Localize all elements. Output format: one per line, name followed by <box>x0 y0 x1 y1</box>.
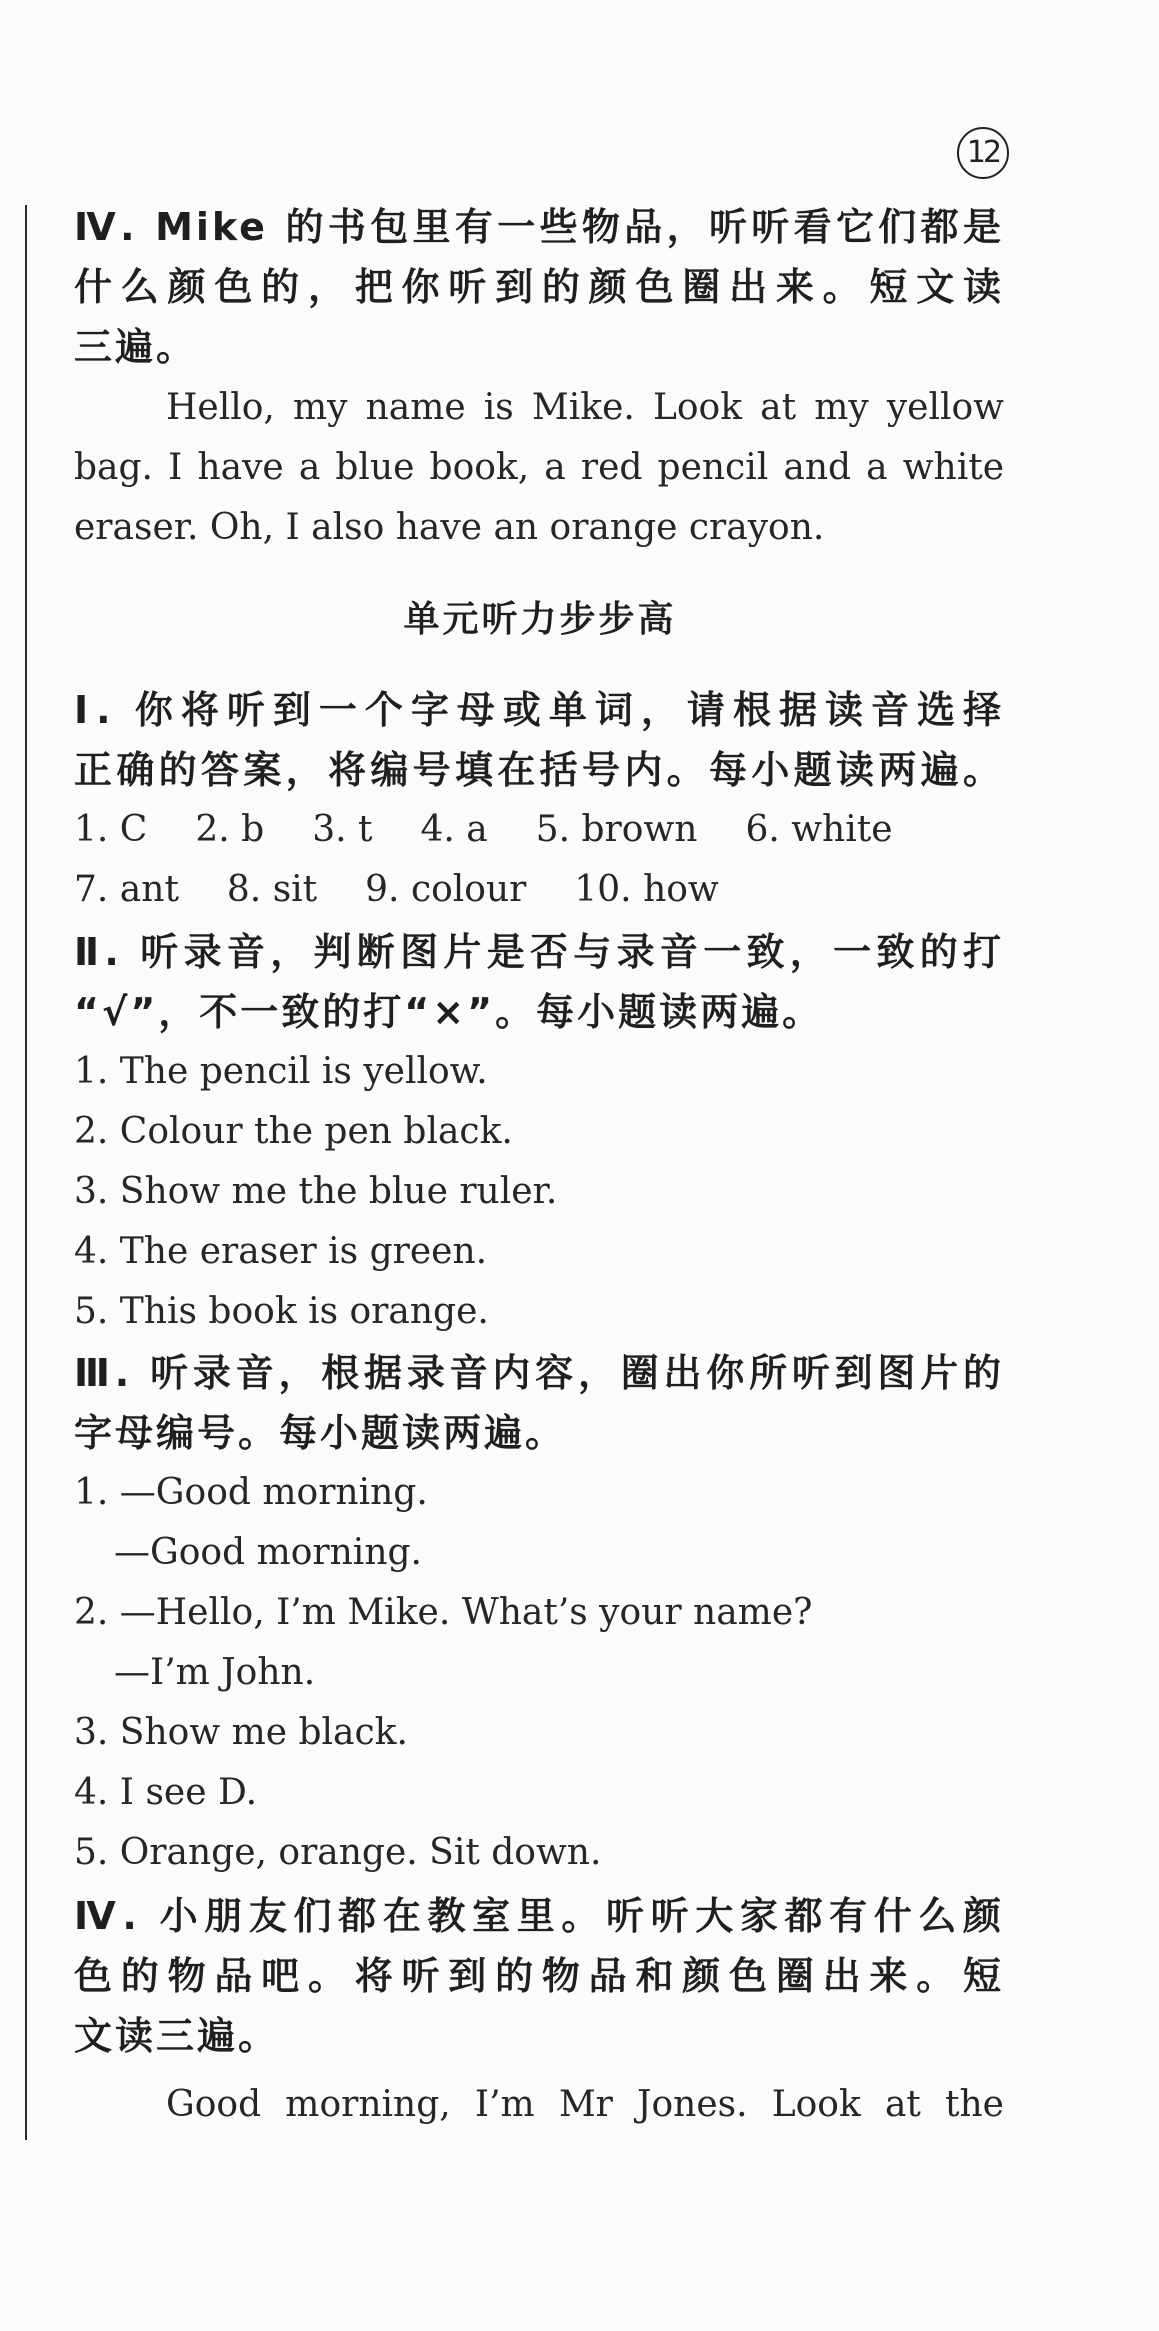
part2-item: 1. The pencil is yellow. <box>74 1051 488 1092</box>
unit-heading: 单元听力步步高 <box>403 599 677 640</box>
part4-instruction-line2: 色的物品吧。将听到的物品和颜色圈出来。短 <box>74 1954 1004 1998</box>
part3-item: 3. Show me black. <box>74 1712 408 1753</box>
part1-instruction-line1: Ⅰ. 你将听到一个字母或单词，请根据读音选择 <box>74 688 1004 732</box>
answer-item: 7. ant <box>74 869 179 910</box>
answer-item: 1. C <box>74 809 148 850</box>
part2-item: 4. The eraser is green. <box>74 1231 488 1272</box>
part4-instruction-line3: 文读三遍。 <box>74 2014 280 2058</box>
part3-item: 4. I see D. <box>74 1772 258 1813</box>
part2-instruction-line1: Ⅱ. 听录音，判断图片是否与录音一致，一致的打 <box>74 930 1004 974</box>
part1-answers-row1 <box>74 800 941 860</box>
part3-instruction-line1: Ⅲ. 听录音，根据录音内容，圈出你所听到图片的 <box>74 1351 1004 1395</box>
part2-item: 5. This book is orange. <box>74 1291 489 1332</box>
answer-item: 5. brown <box>535 809 698 850</box>
part3-item-reply: —Good morning. <box>114 1532 422 1573</box>
page-number: 12 <box>957 127 1009 179</box>
answer-item: 6. white <box>745 809 893 850</box>
section4-passage-line3: eraser. Oh, I also have an orange crayon. <box>74 507 825 548</box>
section4-passage-line2: bag. I have a blue book, a red pencil and a white <box>74 447 1004 488</box>
answer-item: 9. colour <box>365 869 527 910</box>
part2-item: 2. Colour the pen black. <box>74 1111 513 1152</box>
answer-item: 8. sit <box>226 869 318 910</box>
answer-item: 2. b <box>195 809 265 850</box>
section4-instruction-line1: Ⅳ. Mike 的书包里有一些物品，听听看它们都是 <box>74 205 1004 249</box>
answer-item: 4. a <box>420 809 488 850</box>
answer-item: 3. t <box>312 809 373 850</box>
part3-item: 2. —Hello, I’m Mike. What’s your name? <box>74 1592 813 1633</box>
section4-instruction-line2: 什么颜色的，把你听到的颜色圈出来。短文读 <box>74 265 1004 309</box>
section4-instruction-line3: 三遍。 <box>74 325 198 369</box>
part3-instruction-line2: 字母编号。每小题读两遍。 <box>74 1411 567 1455</box>
section4-passage-line1: Hello, my name is Mike. Look at my yellow <box>166 387 1004 428</box>
part2-instruction-line2: “√”，不一致的打“×”。每小题读两遍。 <box>74 990 824 1034</box>
part1-answers-row2 <box>74 860 767 920</box>
part3-item-reply: —I’m John. <box>114 1652 316 1693</box>
part3-item: 1. —Good morning. <box>74 1472 428 1513</box>
part3-item: 5. Orange, orange. Sit down. <box>74 1832 602 1873</box>
part2-item: 3. Show me the blue ruler. <box>74 1171 558 1212</box>
part4-instruction-line1: Ⅳ. 小朋友们都在教室里。听听大家都有什么颜 <box>74 1894 1004 1938</box>
part4-passage-line1: Good morning, I’m Mr Jones. Look at the <box>166 2084 1004 2125</box>
answer-item: 10. how <box>574 869 719 910</box>
margin-rule <box>25 205 27 2140</box>
part1-instruction-line2: 正确的答案，将编号填在括号内。每小题读两遍。 <box>74 748 1004 792</box>
